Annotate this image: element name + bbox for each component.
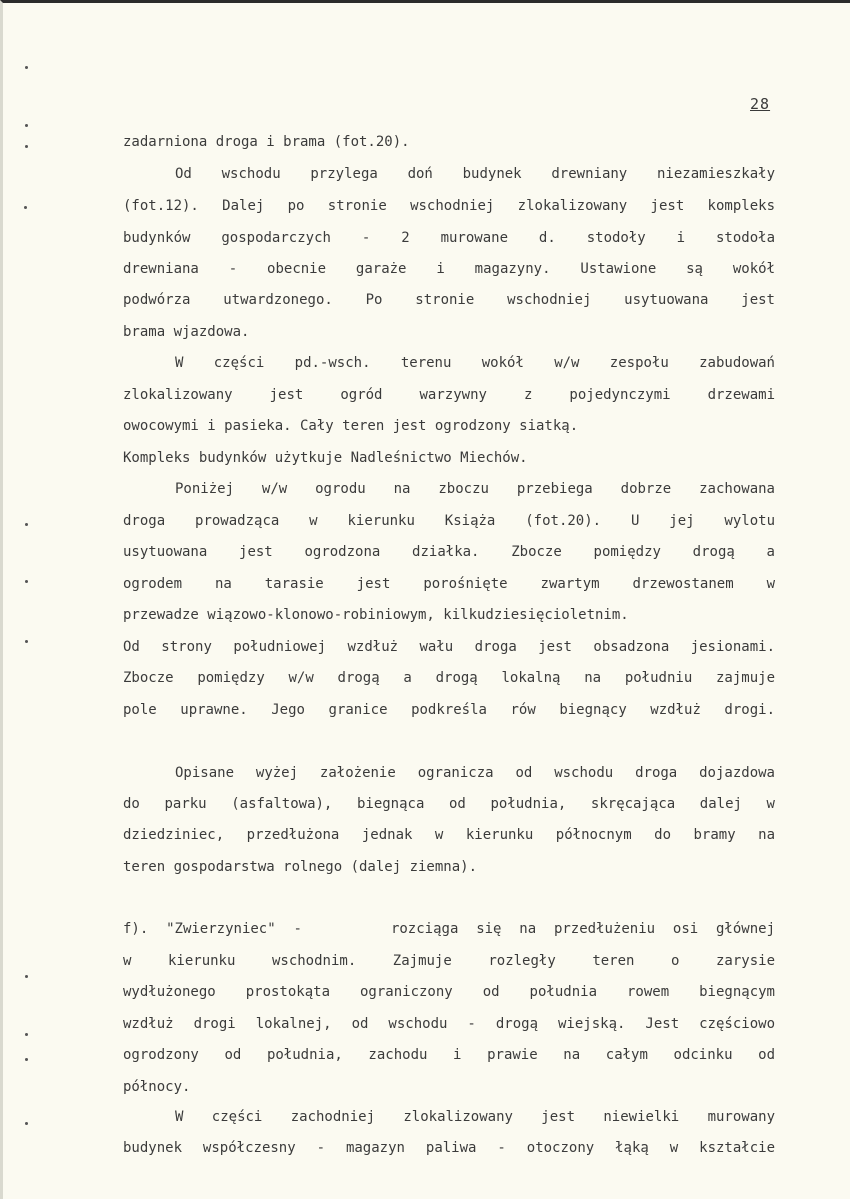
text-line: zlokalizowany jest ogród warzywny z pojedynczymi drzewami xyxy=(123,387,775,403)
scan-speck xyxy=(25,580,28,583)
text-line: usytuowana jest ogrodzona działka. Zbocze pomiędzy drogą a xyxy=(123,544,775,560)
text-line: dziedziniec, przedłużona jednak w kierunku północnym do bramy na xyxy=(123,827,775,843)
text-line: teren gospodarstwa rolnego (dalej ziemna). xyxy=(123,859,478,875)
text-line: zadarniona droga i brama (fot.20). xyxy=(123,134,410,150)
text-line: budynek współczesny - magazyn paliwa - otoczony łąką w kształcie xyxy=(123,1140,775,1156)
text-line: droga prowadząca w kierunku Książa (fot.20). U jej wylotu xyxy=(123,513,775,529)
text-line: drewniana - obecnie garaże i magazyny. Ustawione są wokół xyxy=(123,261,775,277)
scan-speck xyxy=(25,1122,28,1125)
text-line: wydłużonego prostokąta ograniczony od południa rowem biegnącym xyxy=(123,984,775,1000)
text-line: Opisane wyżej założenie ogranicza od wschodu droga dojazdowa xyxy=(175,765,775,781)
scan-speck xyxy=(25,66,28,69)
text-line: W części zachodniej zlokalizowany jest niewielki murowany xyxy=(175,1109,775,1125)
scan-speck xyxy=(25,145,28,148)
text-line: W części pd.-wsch. terenu wokół w/w zespołu zabudowań xyxy=(175,355,775,371)
text-line: północy. xyxy=(123,1079,191,1095)
scan-speck xyxy=(25,523,28,526)
text-line: ogrodzony od południa, zachodu i prawie na całym odcinku od xyxy=(123,1047,775,1063)
scan-speck xyxy=(25,124,28,127)
scan-speck xyxy=(25,640,28,643)
text-line: owocowymi i pasieka. Cały teren jest ogrodzony siatką. xyxy=(123,418,579,434)
scan-speck xyxy=(25,975,28,978)
text-line: pole uprawne. Jego granice podkreśla rów biegnący wzdłuż drogi. xyxy=(123,702,775,718)
scan-speck xyxy=(25,1058,28,1061)
text-line: Poniżej w/w ogrodu na zboczu przebiega dobrze zachowana xyxy=(175,481,775,497)
text-line: do parku (asfaltowa), biegnąca od południa, skręcająca dalej w xyxy=(123,796,775,812)
text-line: (fot.12). Dalej po stronie wschodniej zlokalizowany jest kompleks xyxy=(123,198,775,214)
text-line: Kompleks budynków użytkuje Nadleśnictwo Miechów. xyxy=(123,450,528,466)
text-line: Od strony południowej wzdłuż wału droga jest obsadzona jesionami. xyxy=(123,639,775,655)
text-line: Zbocze pomiędzy w/w drogą a drogą lokalną na południu zajmuje xyxy=(123,670,775,686)
scan-speck xyxy=(24,206,27,209)
text-line: w kierunku wschodnim. Zajmuje rozległy teren o zarysie xyxy=(123,953,775,969)
text-line: ogrodem na tarasie jest porośnięte zwartym drzewostanem w xyxy=(123,576,775,592)
text-line: przewadze wiązowo-klonowo-robiniowym, kilkudziesięcioletnim. xyxy=(123,607,629,623)
text-line: Od wschodu przylega doń budynek drewniany niezamieszkały xyxy=(175,166,775,182)
text-line: budynków gospodarczych - 2 murowane d. stodoły i stodoła xyxy=(123,230,775,246)
text-line: brama wjazdowa. xyxy=(123,324,250,340)
text-line: wzdłuż drogi lokalnej, od wschodu - drogą wiejską. Jest częściowo xyxy=(123,1016,775,1032)
scan-speck xyxy=(25,1033,28,1036)
text-line: f). "Zwierzyniec" - rozciąga się na przedłużeniu osi głównej xyxy=(123,921,775,937)
page-number: 28 xyxy=(750,95,771,113)
text-line: podwórza utwardzonego. Po stronie wschodniej usytuowana jest xyxy=(123,292,775,308)
